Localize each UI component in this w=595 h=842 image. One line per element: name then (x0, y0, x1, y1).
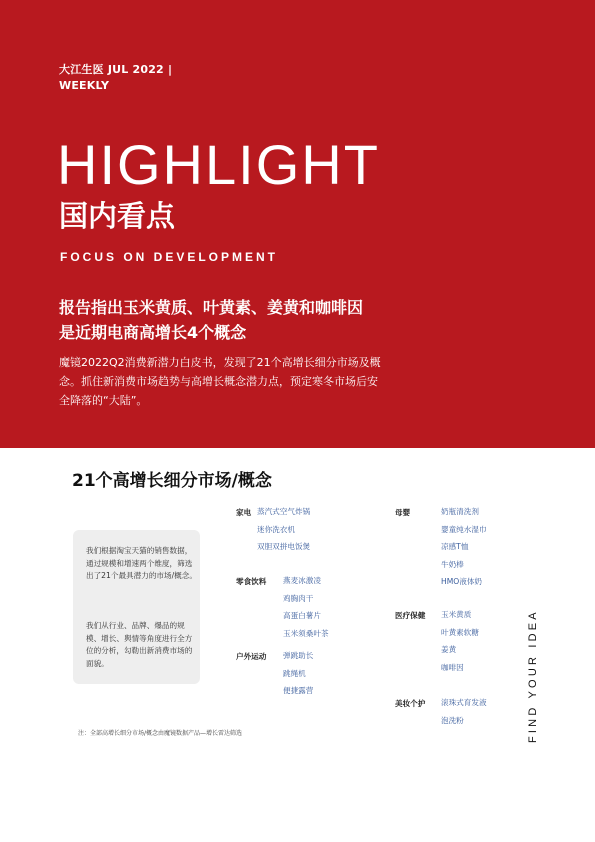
concept-item: 滚珠式育发液 (441, 698, 487, 707)
concept-item: 跳绳机 (283, 668, 306, 678)
concept-item: 鸡胸肉干 (283, 593, 314, 603)
focus-subtitle: FOCUS ON DEVELOPMENT (60, 250, 279, 264)
category-label: 母婴 (395, 508, 411, 517)
concept-item: 双胆双拼电饭煲 (257, 542, 311, 551)
brand-line: 大江生医 JUL 2022 | (59, 63, 173, 76)
category-label: 户外运动 (236, 652, 267, 661)
vertical-slogan: FIND YOUR IDEA (527, 609, 539, 743)
article-headline (59, 295, 529, 345)
concept-item: 玉米须桑叶茶 (283, 628, 329, 638)
article-intro (59, 353, 529, 410)
intro-line: 全降落的“大陆”。 (59, 394, 148, 407)
concept-item: 婴童纯水湿巾 (441, 524, 487, 534)
concept-item: 迷你洗衣机 (257, 524, 295, 534)
headline-line: 是近期电商高增长4个概念 (59, 323, 247, 342)
concept-item: 泡洗粉 (441, 715, 464, 725)
concept-item: 牛奶棒 (441, 559, 464, 569)
concept-item: 高蛋白薯片 (283, 611, 321, 620)
concept-item: 叶黄素软糖 (441, 627, 479, 637)
concept-item: 姜黄 (441, 645, 457, 654)
highlight-title: HIGHLIGHT (57, 133, 380, 196)
headline-line: 报告指出玉米黄质、叶黄素、姜黄和咖啡因 (59, 298, 364, 317)
concept-item: 弹跳助长 (283, 651, 314, 660)
concept-item: 奶瓶清洗剂 (441, 507, 479, 516)
section-title: 21个高增长细分市场/概念 (72, 471, 272, 491)
concept-item: HMO液体奶 (441, 577, 483, 586)
concept-item: 凉感T恤 (441, 542, 469, 551)
category-label: 家电 (236, 508, 252, 517)
category-label: 医疗保健 (395, 611, 426, 620)
method-paragraph: 我们根据淘宝天猫的销售数据，通过规模和增速两个维度，筛选出了21个最具潜力的市场/概念。 (86, 546, 197, 580)
category-label: 美妆个护 (395, 699, 426, 708)
method-box (73, 530, 200, 684)
brand-block (59, 62, 172, 94)
method-paragraph: 我们从行业、品牌、爆品的规模、增长、舆情等角度进行全方位的分析，勾勒出新消费市场的面貌。 (86, 621, 193, 668)
concept-item: 玉米黄质 (441, 610, 472, 619)
frequency-label: WEEKLY (59, 79, 110, 92)
intro-line: 念。抓住新消费市场趋势与高增长概念潜力点，预定寒冬市场后安 (59, 375, 378, 388)
chinese-title: 国内看点 (59, 199, 176, 233)
category-label: 零食饮料 (236, 577, 267, 586)
concept-item: 便捷露营 (283, 686, 314, 695)
concept-item: 燕麦冰激凌 (283, 576, 321, 585)
concept-item: 咖啡因 (441, 662, 464, 672)
intro-line: 魔镜2022Q2消费新潜力白皮书，发现了21个高增长细分市场及概 (59, 356, 381, 369)
footnote: 注：全部高增长细分市场/概念由魔镜数据产品—增长雷达筛选 (78, 730, 243, 737)
concept-item: 蒸汽式空气炸锅 (257, 507, 311, 516)
